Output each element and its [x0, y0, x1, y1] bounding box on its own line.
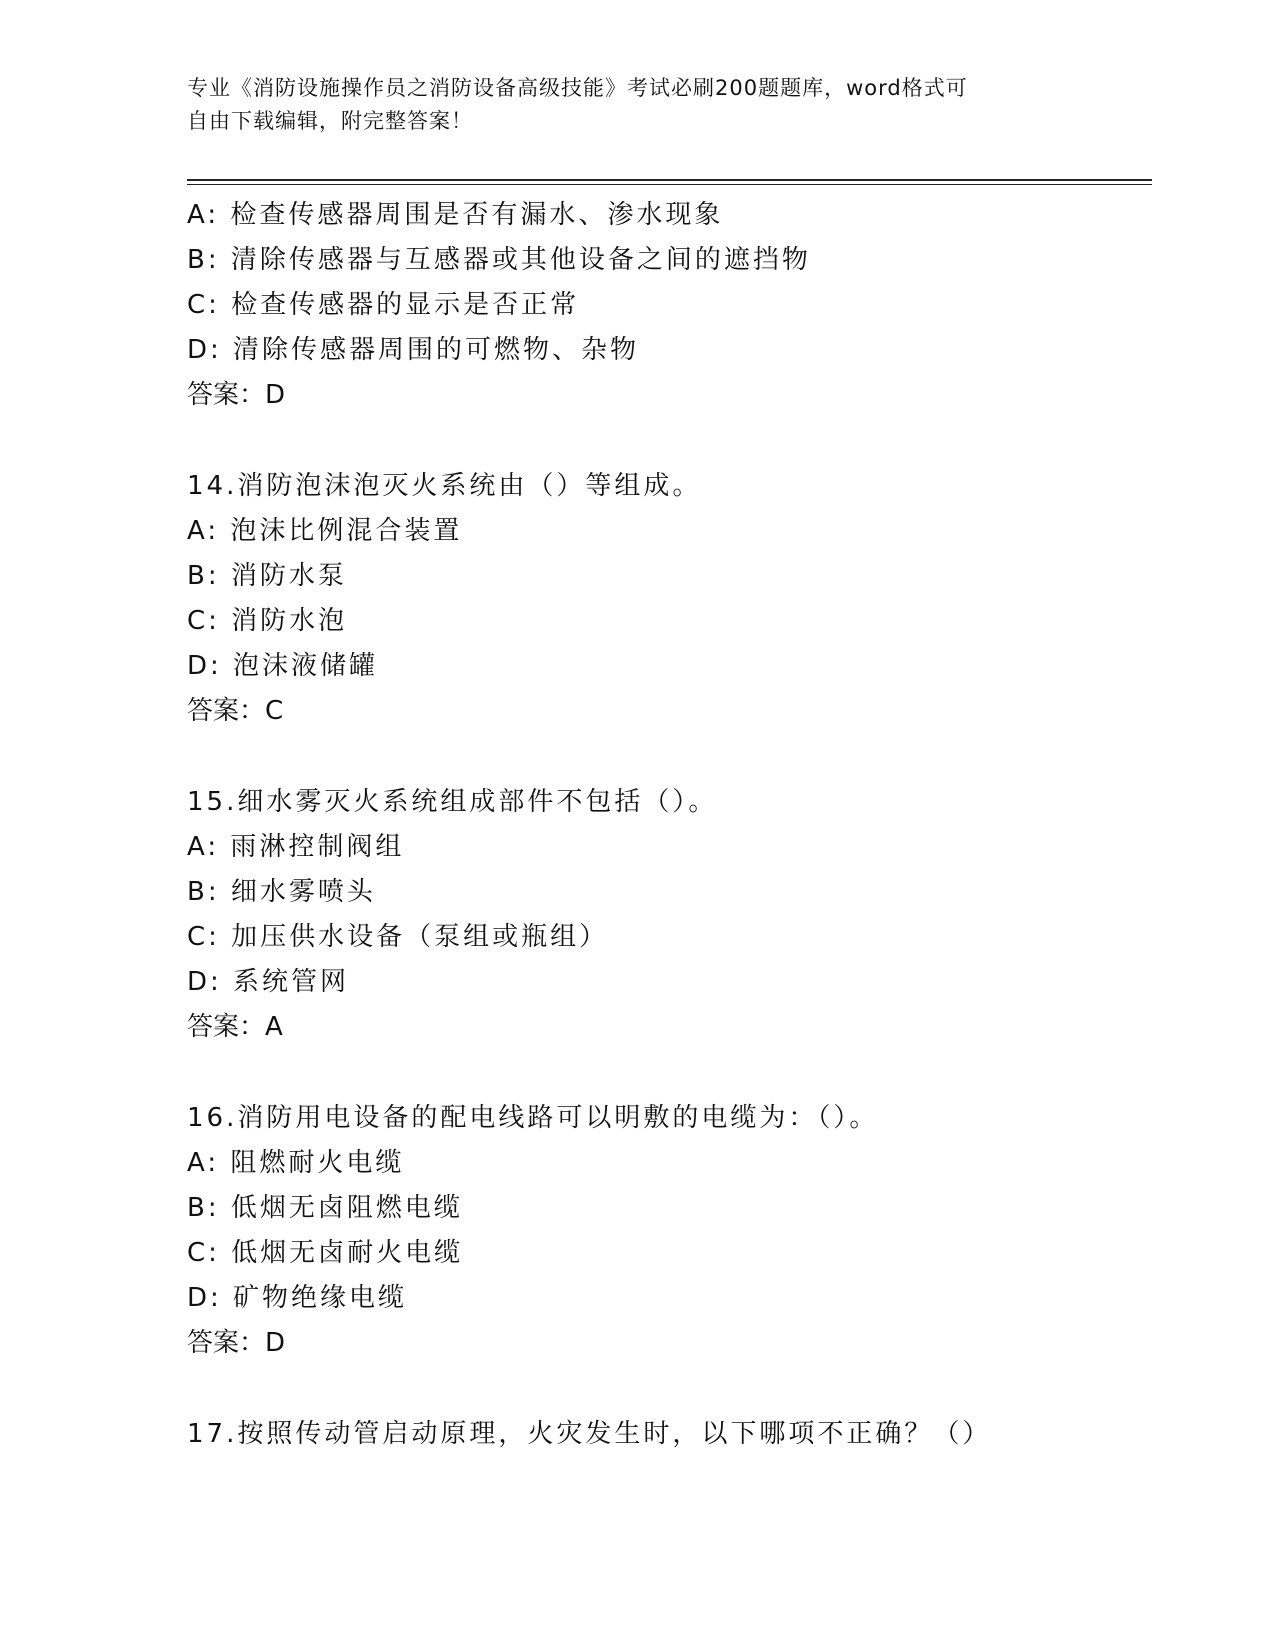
question-text: 14.消防泡沫泡灭火系统由（）等组成。 — [187, 471, 702, 501]
question-block-15 — [187, 780, 1152, 1050]
option-a: A: 阻燃耐火电缆 — [187, 1148, 405, 1178]
option-c: C: 加压供水设备（泵组或瓶组） — [187, 922, 609, 952]
option-d: D: 系统管网 — [187, 967, 350, 997]
option-a: A: 雨淋控制阀组 — [187, 832, 405, 862]
question-block-13 — [187, 193, 1152, 418]
header-divider — [187, 179, 1152, 185]
option-c: C: 检查传感器的显示是否正常 — [187, 290, 580, 320]
question-text: 15.细水雾灭火系统组成部件不包括（）。 — [187, 787, 718, 817]
question-text: 16.消防用电设备的配电线路可以明敷的电缆为：（）。 — [187, 1103, 879, 1133]
option-b: B: 清除传感器与互感器或其他设备之间的遮挡物 — [187, 245, 811, 275]
answer: 答案：C — [187, 696, 284, 726]
option-b: B: 消防水泵 — [187, 561, 347, 591]
option-b: B: 细水雾喷头 — [187, 877, 376, 907]
document-header — [187, 72, 1087, 138]
answer: 答案：D — [187, 380, 286, 410]
question-block-16 — [187, 1096, 1152, 1366]
option-d: D: 矿物绝缘电缆 — [187, 1283, 408, 1313]
question-block-17 — [187, 1412, 1152, 1457]
header-line-1: 专业《消防设施操作员之消防设备高级技能》考试必刷200题题库，word格式可 — [187, 76, 968, 100]
option-d: D: 泡沫液储罐 — [187, 651, 379, 681]
option-c: C: 消防水泡 — [187, 606, 348, 636]
question-block-14 — [187, 464, 1152, 734]
answer: 答案：A — [187, 1012, 283, 1042]
question-text: 17.按照传动管启动原理，火灾发生时，以下哪项不正确？（） — [187, 1419, 992, 1449]
option-b: B: 低烟无卤阻燃电缆 — [187, 1193, 463, 1223]
option-a: A: 检查传感器周围是否有漏水、渗水现象 — [187, 200, 724, 230]
option-d: D: 清除传感器周围的可燃物、杂物 — [187, 335, 640, 365]
option-c: C: 低烟无卤耐火电缆 — [187, 1238, 464, 1268]
answer: 答案：D — [187, 1328, 286, 1358]
header-line-2: 自由下载编辑，附完整答案！ — [187, 109, 473, 133]
option-a: A: 泡沫比例混合装置 — [187, 516, 463, 546]
question-list — [187, 193, 1152, 1457]
